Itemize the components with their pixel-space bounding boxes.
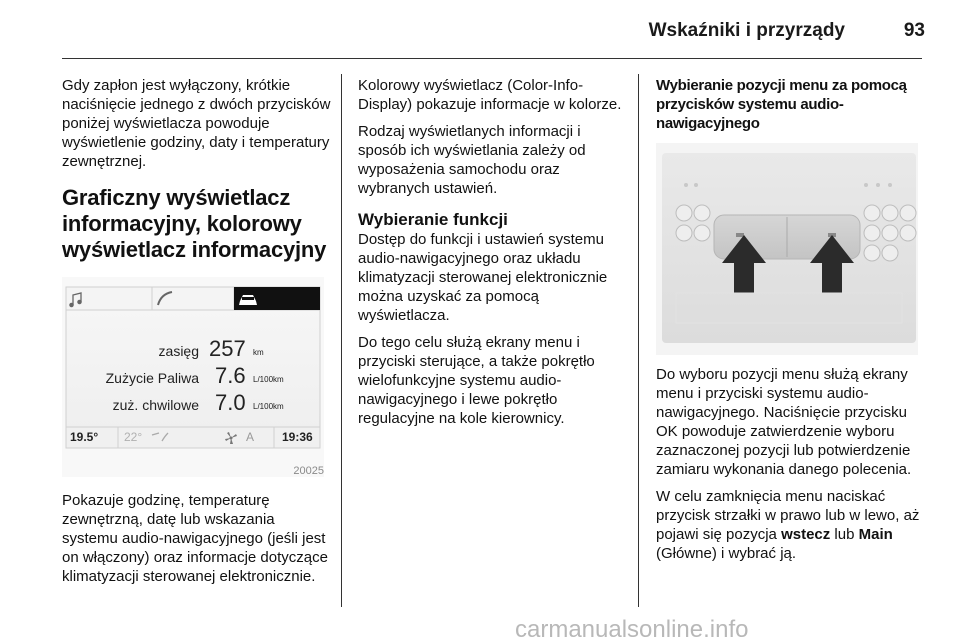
display-row-label-range: zasięg <box>158 343 199 359</box>
figure-caption: Pokazuje godzinę, temperaturę zewnętrzną, datę lub wskazania systemu audio-nawigacyjnego (jeśli jest on włączony) oraz informacje dotyczące klimatyzacji sterowanej elektronicznie. <box>62 492 328 585</box>
column-divider-2 <box>638 74 639 607</box>
column-divider-1 <box>341 74 342 607</box>
subheading-function-select: Wybieranie funkcji <box>358 210 508 229</box>
outside-temperature: 19.5° <box>70 430 99 444</box>
audio-panel-figure <box>656 143 918 355</box>
display-row-unit-fuel: L/100km <box>253 375 284 384</box>
fan-mode: A <box>246 430 255 444</box>
main-label: Main <box>858 526 893 543</box>
page-number: 93 <box>903 20 925 41</box>
climate-temperature: 22° <box>124 430 143 444</box>
paragraph-menu-buttons: Do wyboru pozycji menu służą ekrany menu i przyciski systemu audio-nawigacyjnego. Naciśnięcie przycisku OK powoduje zatwierdzenie wyboru zaznaczonej pozycji lub potwierdzenie zamiaru wykonania danego polecenia. <box>656 366 912 478</box>
figure-number: 20025 <box>293 465 324 477</box>
display-figure <box>62 277 324 477</box>
header-rule <box>62 58 922 59</box>
column-3 <box>656 76 924 571</box>
clock: 19:36 <box>282 430 313 444</box>
display-row-unit-range: km <box>253 348 264 357</box>
back-label: wstecz <box>781 526 831 543</box>
paragraph-info-type: Rodzaj wyświetlanych informacji i sposób ich wyświetlania zależy od wyposażenia samochodu oraz wybranych ustawień. <box>358 123 586 197</box>
paragraph-color-display: Kolorowy wyświetlacz (Color-Info-Display) pokazuje informacje w kolorze. <box>358 77 622 113</box>
watermark: carmanualsonline.info <box>515 616 749 643</box>
header-title: Wskaźniki i przyrządy <box>648 20 845 41</box>
column-1 <box>62 76 332 594</box>
audio-panel-illustration <box>656 143 918 355</box>
display-row-unit-instant: L/100km <box>253 402 284 411</box>
display-row-label-fuel: Zużycie Paliwa <box>105 370 199 386</box>
paragraph-function-access: Dostęp do funkcji i ustawień systemu audio-nawigacyjnego oraz układu klimatyzacji sterowanej elektronicznie można uzyskać za pomocą wyświetlacza. <box>358 231 608 324</box>
intro-paragraph: Gdy zapłon jest wyłączony, krótkie naciśnięcie jednego z dwóch przycisków poniżej wyświetlacza powoduje wyświetlenie godziny, daty i temperatury zewnętrznej. <box>62 77 331 170</box>
section-heading: Graficzny wyświetlacz informacyjny, kolorowy wyświetlacz informacyjny <box>62 185 327 262</box>
display-row-value-fuel: 7.6 <box>215 363 246 388</box>
paragraph-menu-controls: Do tego celu służą ekrany menu i przyciski sterujące, a także pokrętło wielofunkcyjne systemu audio-nawigacyjnego i lewe pokrętło regulacyjne na kole kierownicy. <box>358 334 595 427</box>
display-row-label-instant: zuż. chwilowe <box>112 397 199 413</box>
column-2 <box>358 76 630 436</box>
subheading-menu-select: Wybieranie pozycji menu za pomocą przycisków systemu audio-nawigacyjnego <box>656 77 907 132</box>
display-row-value-instant: 7.0 <box>215 390 246 415</box>
display-row-value-range: 257 <box>209 336 246 361</box>
paragraph-close-menu: W celu zamknięcia menu naciskać przycisk strzałki w prawo lub w lewo, aż pojawi się pozycja wstecz lub Main (Główne) i wybrać ją. <box>656 488 920 562</box>
